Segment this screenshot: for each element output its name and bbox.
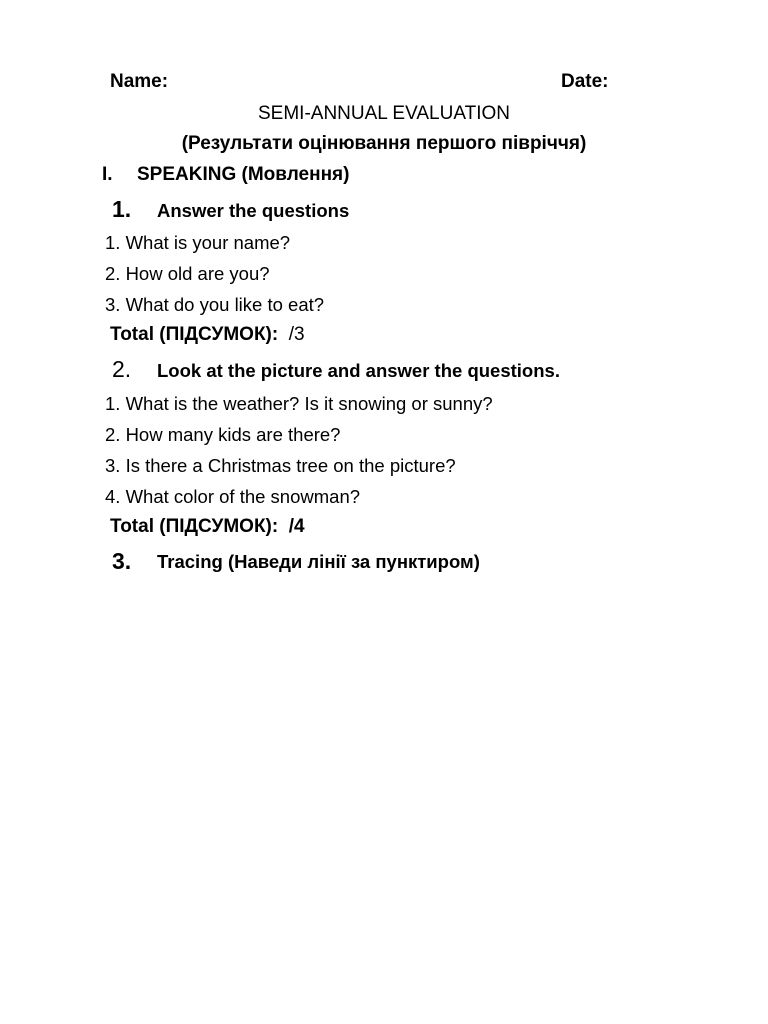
document-subtitle: (Результати оцінювання першого півріччя) xyxy=(181,133,587,154)
task-2-number: 2. xyxy=(112,356,132,382)
task-2-question-2: 2. How many kids are there? xyxy=(105,424,341,445)
task-1-total-score: /3 xyxy=(288,324,305,345)
task-1-question-2: 2. How old are you? xyxy=(105,263,270,284)
document-title: SEMI-ANNUAL EVALUATION xyxy=(258,103,510,124)
section-title: SPEAKING (Мовлення) xyxy=(137,164,350,185)
task-1-question-1: 1. What is your name? xyxy=(105,232,291,253)
task-1-title: Answer the questions xyxy=(157,200,350,221)
task-2-total-score: /4 xyxy=(288,516,305,537)
task-2-total xyxy=(110,516,305,538)
task-1-total xyxy=(110,324,305,346)
task-2-title: Look at the picture and answer the questions. xyxy=(157,360,560,381)
task-1-number: 1. xyxy=(112,196,132,222)
task-3-title: Tracing (Наведи лінії за пунктиром) xyxy=(157,551,480,572)
section-number: I. xyxy=(102,164,113,185)
task-2-question-1: 1. What is the weather? Is it snowing or sunny? xyxy=(105,393,493,414)
date-label: Date: xyxy=(561,71,609,92)
task-1-question-3: 3. What do you like to eat? xyxy=(105,294,325,315)
task-2-question-3: 3. Is there a Christmas tree on the picture? xyxy=(105,455,456,476)
task-2-question-4: 4. What color of the snowman? xyxy=(105,486,361,507)
name-label: Name: xyxy=(110,71,169,92)
task-2-total-label: Total (ПІДСУМОК): xyxy=(110,516,279,537)
task-3-number: 3. xyxy=(112,548,132,574)
task-1-total-label: Total (ПІДСУМОК): xyxy=(110,324,279,345)
